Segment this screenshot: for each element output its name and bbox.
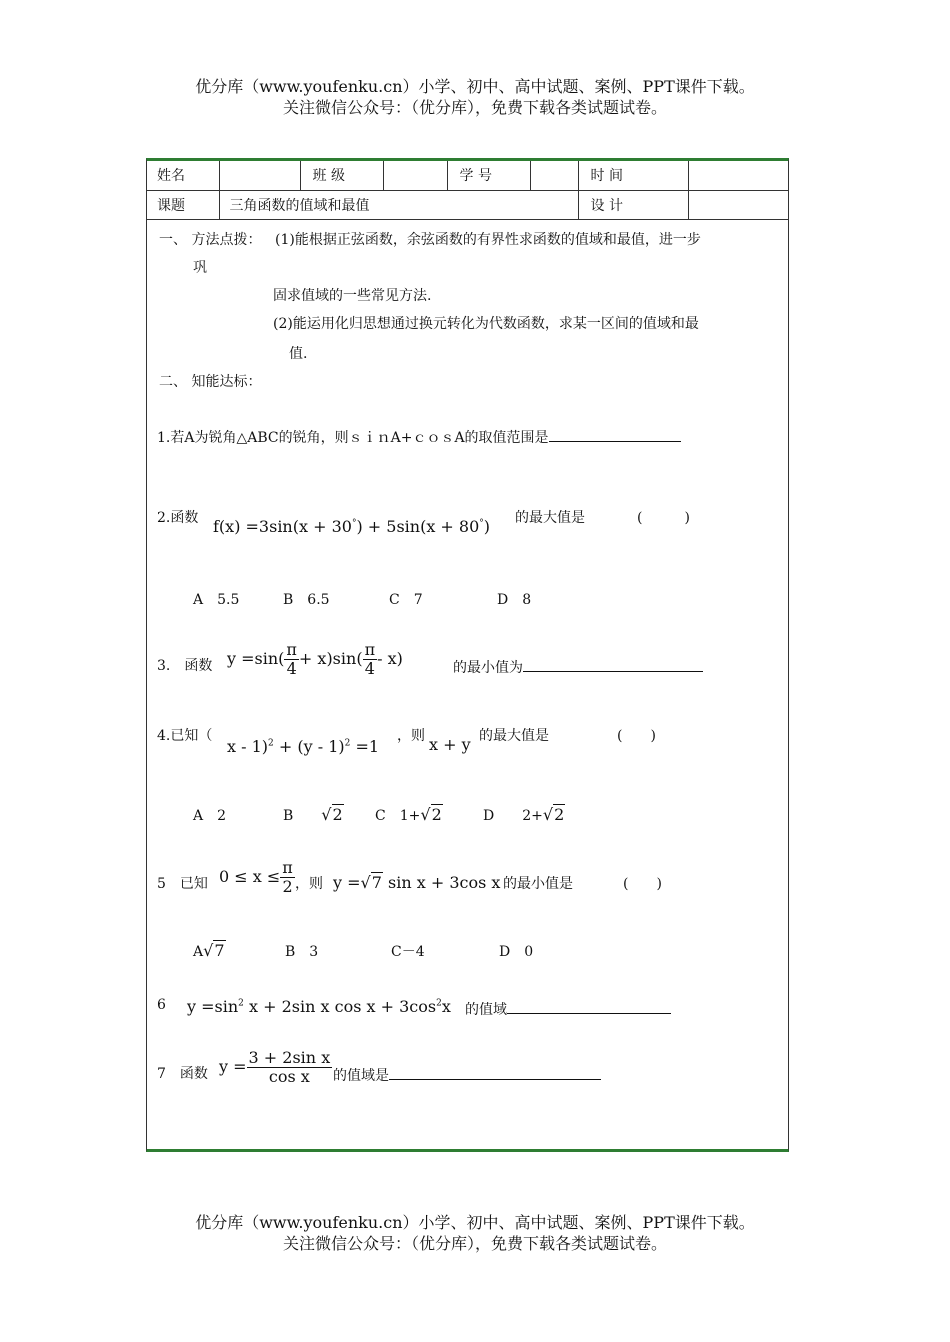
question-6-formula (187, 997, 451, 1016)
question-7-suffix: 的值域是 (333, 1068, 389, 1084)
q6-sq-1: 2 (238, 998, 244, 1009)
top-banner (0, 76, 950, 118)
q4-option-c-label: C 1+ (375, 808, 421, 824)
q7-frac (247, 1049, 333, 1086)
q4-sq-1: 2 (268, 738, 274, 749)
banner-line-1: 优分库（www.youfenku.cn）小学、初中、高中试题、案例、PPT课件下载。 (195, 77, 755, 96)
class-field[interactable] (383, 161, 447, 190)
q3-pi-1: π (286, 640, 297, 659)
q3-y: y =sin( (227, 649, 285, 668)
question-7-tail (333, 1063, 601, 1085)
bottom-banner (0, 1212, 950, 1254)
q5-two: 2 (282, 877, 293, 896)
q4-option-b-value: √2 (321, 805, 343, 824)
question-4-paren: ( ) (617, 728, 656, 744)
q4-formula-1: x - 1) (227, 737, 269, 756)
question-7-prefix: 7 函数 (157, 1066, 208, 1082)
number-field[interactable] (530, 161, 578, 190)
q6-x: x (441, 997, 451, 1016)
q4-option-a[interactable]: A 2 (193, 808, 227, 824)
q2-option-a[interactable]: A 5.5 (193, 592, 240, 608)
q2-formula-lhs: f(x) =3sin(x + 30 (213, 517, 352, 536)
question-1 (157, 425, 681, 447)
question-5-formula: y =√7 sin x + 3cos x (333, 873, 501, 892)
q4-option-b-label: B (283, 808, 294, 824)
q5-option-c[interactable]: C－4 (391, 944, 425, 960)
topic-label: 课题 (147, 190, 219, 219)
banner-line-1-bottom: 优分库（www.youfenku.cn）小学、初中、高中试题、案例、PPT课件下载。 (195, 1213, 755, 1232)
question-3-prefix: 3. 函数 (157, 658, 213, 674)
q4-option-c-root: 2 (431, 805, 442, 824)
question-5-comma: ，则 (295, 876, 323, 892)
section-1-line-3-wrap: 值. (289, 346, 308, 362)
q2-option-d[interactable]: D 8 (497, 592, 532, 608)
time-label: 时 间 (578, 161, 688, 190)
question-2-prefix: 2.函数 (157, 510, 199, 526)
question-3-suffix: 的最小值为 (453, 660, 523, 676)
question-7-answer-blank[interactable] (389, 1063, 601, 1080)
question-5-suffix: 的最小值是 (503, 876, 573, 892)
q2-deg-1: ° (351, 518, 357, 529)
section-1-line-1-wrap: 巩 (193, 260, 207, 276)
q5-option-a-value: √7 (203, 941, 225, 960)
q7-num: 3 + 2sin x (248, 1048, 331, 1067)
question-6-tail (465, 997, 671, 1019)
q5-cond: 0 ≤ x ≤ (219, 867, 281, 886)
section-1-line-2: 固求值域的一些常见方法. (273, 288, 432, 304)
q2-deg-2: ° (479, 518, 484, 529)
q2-option-b[interactable]: B 6.5 (283, 592, 330, 608)
q3-pi-2: π (364, 640, 376, 659)
section-1-line-1: (1)能根据正弦函数，余弦函数的有界性求函数的值域和最值，进一步 (275, 232, 701, 248)
question-5-paren: ( ) (623, 876, 662, 892)
q3-end: - x) (377, 649, 403, 668)
question-1-text: 1.若A为锐角△ABC的锐角，则ｓｉｎA+ｃｏｓA的取值范围是 (157, 430, 549, 446)
q5-option-b[interactable]: B 3 (285, 944, 319, 960)
q5-option-a-root: 7 (214, 941, 225, 960)
question-3-answer-blank[interactable] (523, 655, 703, 672)
class-label: 班 级 (300, 161, 383, 190)
q4-option-b-root: 2 (332, 805, 343, 824)
question-6-suffix: 的值域 (465, 1002, 507, 1018)
q3-mid: + x)sin( (298, 649, 363, 668)
question-2-paren: ( ) (637, 510, 690, 526)
section-2-title: 二、 知能达标： (159, 374, 262, 390)
name-field[interactable] (219, 161, 300, 190)
q6-formula-rest: x + 2sin x cos x + 3cos (249, 997, 437, 1016)
question-3-formula (227, 641, 403, 678)
banner-line-2-bottom: 关注微信公众号：（优分库），免费下载各类试题试卷。 (282, 1234, 667, 1253)
question-5-prefix: 5 已知 (157, 876, 208, 892)
q4-option-c[interactable] (375, 805, 443, 825)
question-2-formula (213, 517, 490, 536)
q5-option-d[interactable]: D 0 (499, 944, 534, 960)
question-4-prefix: 4.已知（ (157, 728, 213, 744)
question-3-tail (453, 655, 703, 677)
q4-option-d-label: D (483, 808, 495, 824)
design-field[interactable] (688, 190, 788, 219)
question-5-condition (219, 859, 295, 896)
q3-frac-2 (363, 641, 378, 678)
q6-sq-2: 2 (436, 998, 442, 1009)
q5-option-a[interactable] (193, 941, 226, 960)
question-1-answer-blank[interactable] (549, 425, 681, 442)
q2-option-c[interactable]: C 7 (389, 592, 423, 608)
section-1-line-3: (2)能运用化归思想通过换元转化为代数函数，求某一区间的值域和最 (273, 316, 699, 332)
question-6-answer-blank[interactable] (507, 997, 671, 1014)
question-6-prefix: 6 (157, 997, 166, 1013)
q6-formula: y =sin (187, 997, 239, 1016)
q2-formula-end: ) (483, 517, 491, 536)
q3-four-1: 4 (286, 659, 297, 678)
q5-frac (280, 859, 295, 896)
name-label: 姓名 (147, 161, 219, 190)
q7-y: y = (219, 1057, 247, 1076)
question-4-formula (227, 737, 379, 756)
worksheet-card (146, 158, 789, 1152)
question-4-xy: x + y (429, 735, 471, 754)
q4-formula-2: + (y - 1) (278, 737, 345, 756)
q4-option-d-prefix: 2+ (522, 808, 543, 824)
question-4-suffix: 的最大值是 (479, 728, 549, 744)
section-1-title: 一、 方法点拨： (159, 232, 262, 248)
number-label: 学 号 (447, 161, 530, 190)
q5-formula-rest: sin x + 3cos x (388, 873, 501, 892)
design-label: 设 计 (578, 190, 688, 219)
q4-option-d-value: √2 (542, 805, 565, 824)
question-7-formula (219, 1049, 332, 1086)
q4-sq-2: 2 (344, 738, 351, 749)
q5-root: 7 (371, 873, 382, 892)
question-4-comma: ，则 (397, 728, 425, 744)
q5-pi: π (282, 858, 293, 877)
q2-formula-mid: ) + 5sin(x + 80 (356, 517, 480, 536)
question-2-suffix: 的最大值是 (515, 510, 585, 526)
q7-den: cos x (268, 1067, 310, 1086)
q4-option-d[interactable] (483, 805, 565, 825)
q3-four-2: 4 (364, 659, 375, 678)
q5-option-a-label: A (193, 944, 204, 960)
q4-option-b[interactable] (283, 805, 344, 825)
q4-option-c-value: √2 (420, 805, 442, 824)
q4-formula-3: =1 (355, 737, 380, 756)
q3-frac-1 (284, 641, 299, 678)
topic-value: 三角函数的值域和最值 (219, 190, 578, 219)
banner-line-2: 关注微信公众号：（优分库），免费下载各类试题试卷。 (282, 98, 667, 117)
q5-formula-y: y = (333, 873, 361, 892)
q4-option-d-root: 2 (554, 805, 565, 824)
time-field[interactable] (688, 161, 788, 190)
info-table (147, 161, 788, 220)
